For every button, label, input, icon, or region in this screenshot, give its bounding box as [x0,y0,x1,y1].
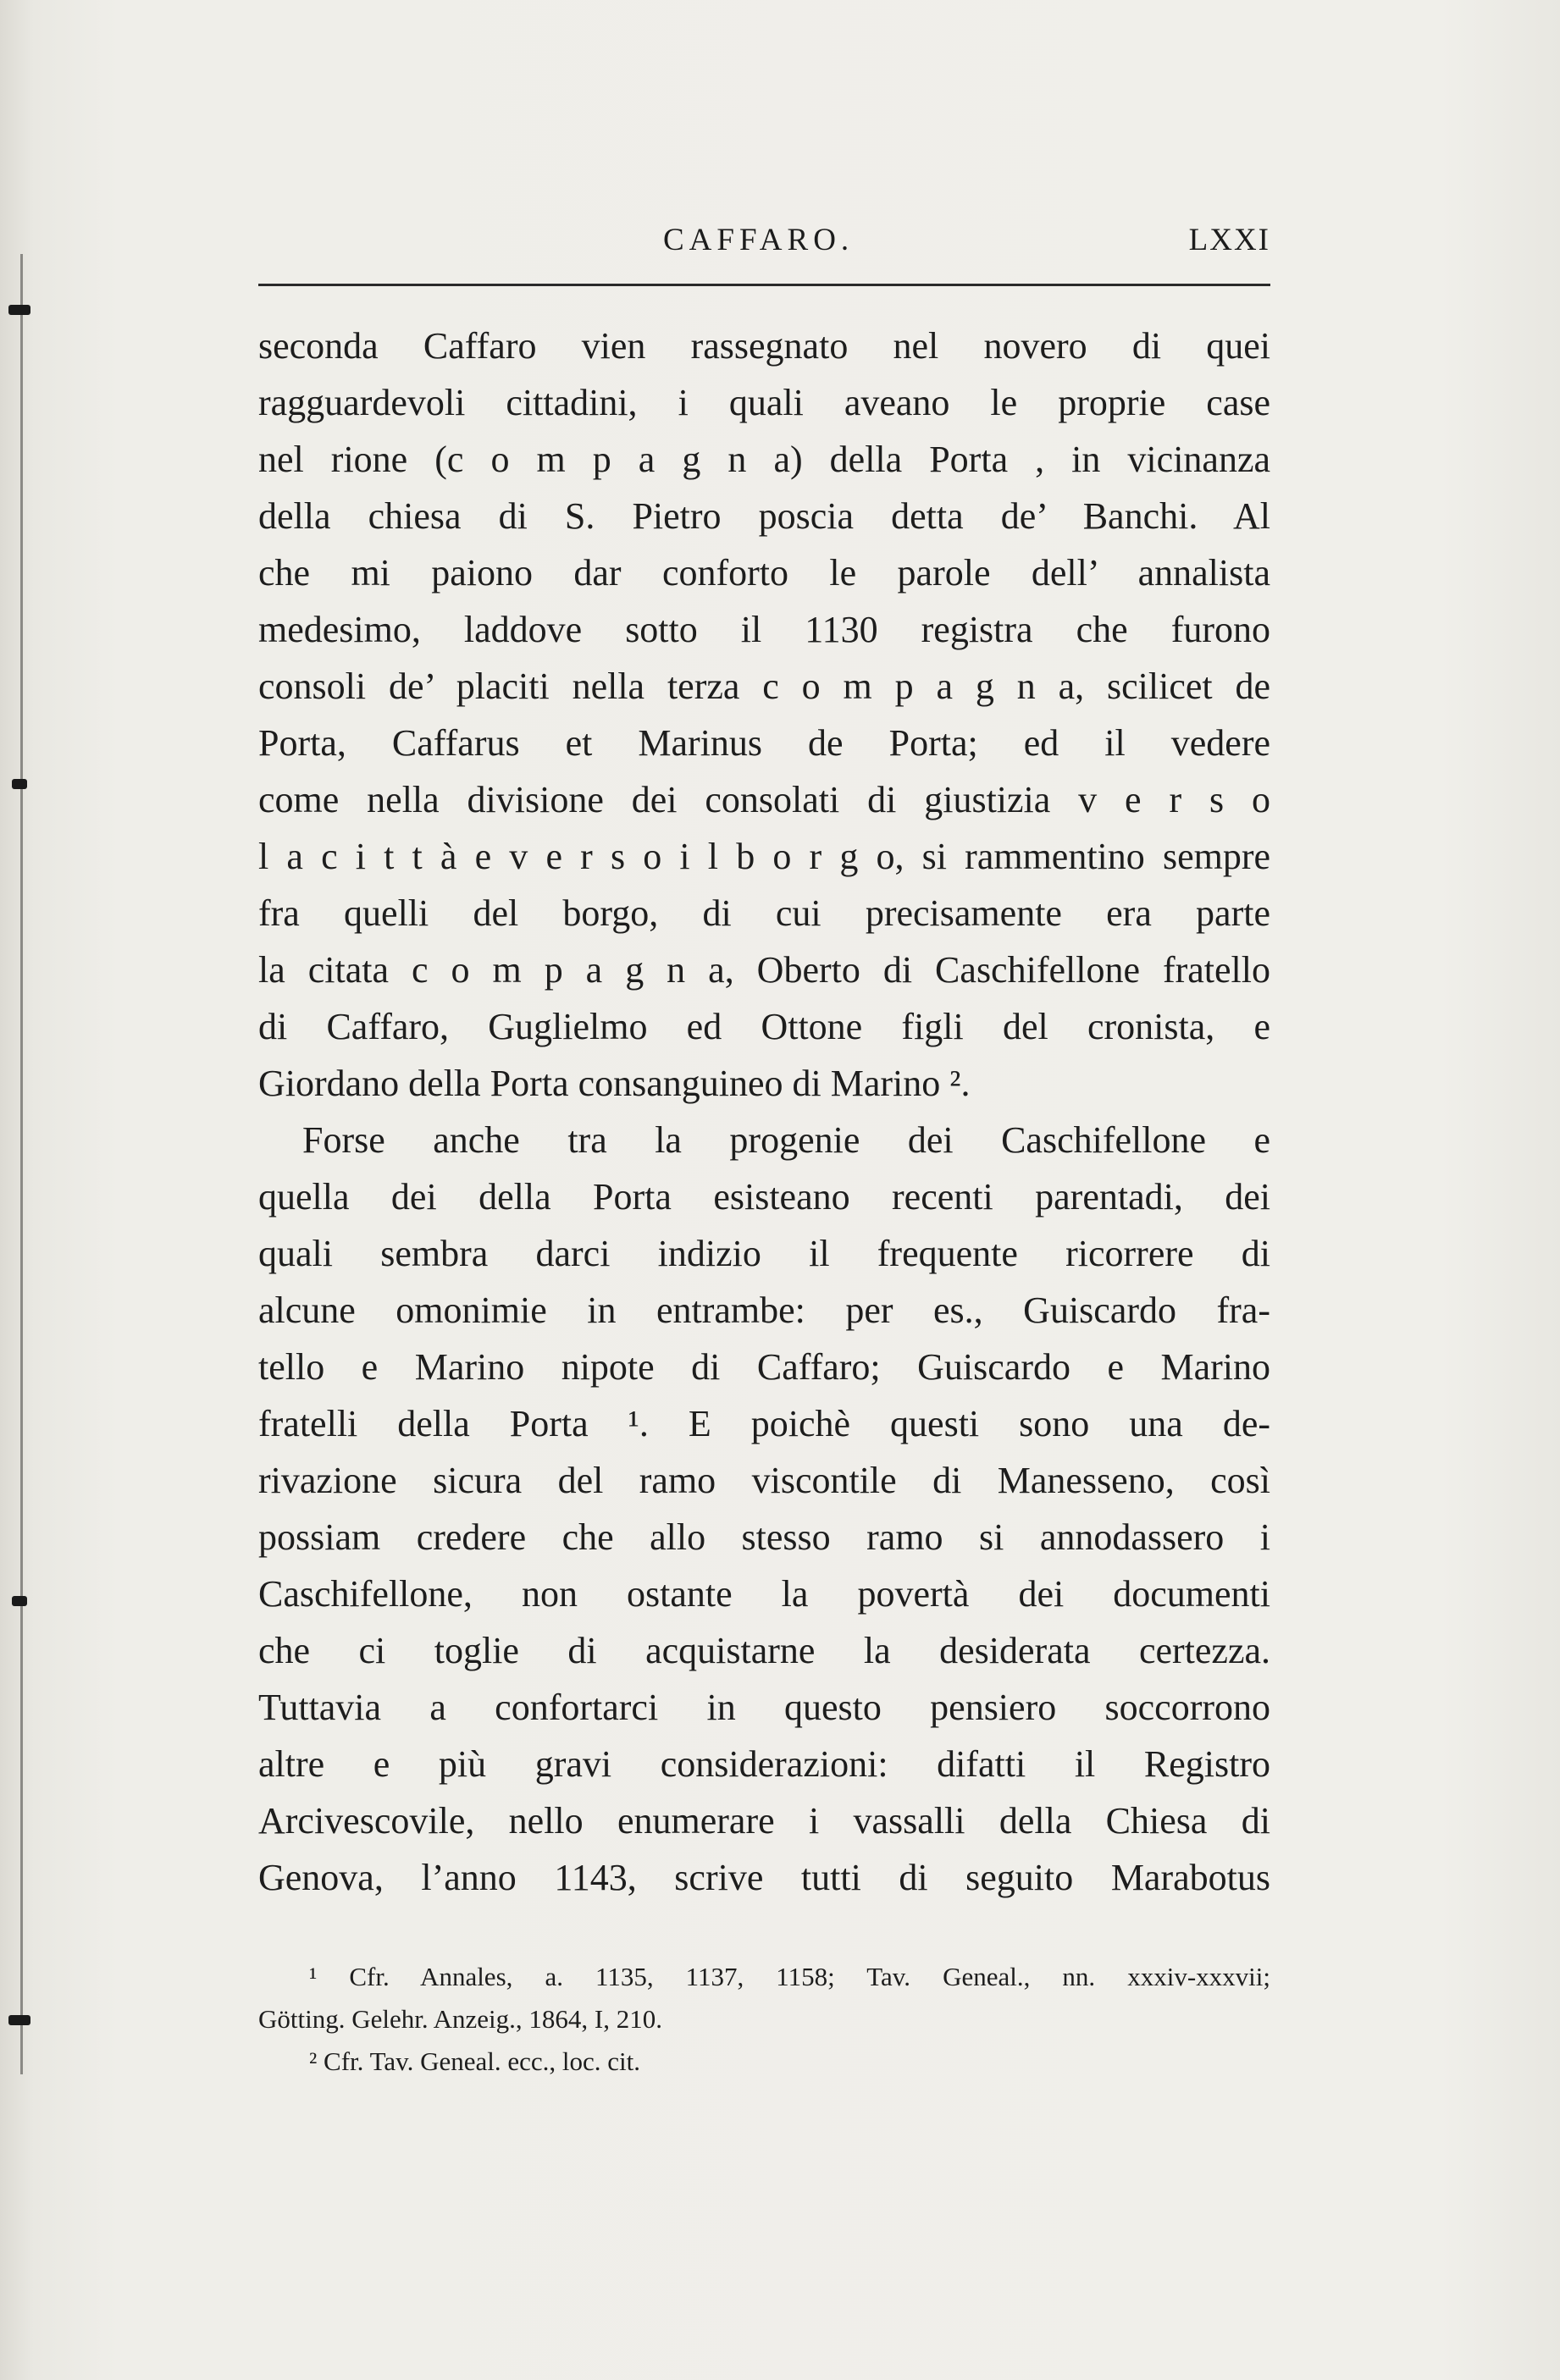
binding-stitch-mark [8,305,30,315]
binding-stitch-mark [8,2015,30,2025]
text-line: Arcivescovile, nello enumerare i vassalli della Chiesa di [258,1800,1270,1842]
page-number: LXXI [1188,223,1270,257]
text-line: Forse anche tra la progenie dei Caschifellone e [302,1119,1270,1161]
text-line: quella dei della Porta esisteano recenti parentadi, dei [258,1176,1270,1218]
text-line: possiam credere che allo stesso ramo si annodassero i [258,1516,1270,1558]
text-line: alcune omonimie in entrambe: per es., Guiscardo fra- [258,1289,1270,1331]
text-line: Giordano della Porta consanguineo di Marino ². [258,1063,971,1104]
text-line: che ci toglie di acquistarne la desiderata certezza. [258,1630,1270,1671]
text-line: fratelli della Porta ¹. E poichè questi sono una de- [258,1403,1270,1444]
text-line: medesimo, laddove sotto il 1130 registra che furono [258,609,1270,650]
text-line: seconda Caffaro vien rassegnato nel novero di quei [258,325,1270,367]
text-line: come nella divisione dei consolati di giustizia v e r s o [258,779,1270,820]
text-line: rivazione sicura del ramo viscontile di Manesseno, così [258,1460,1270,1501]
text-line: Porta, Caffarus et Marinus de Porta; ed il vedere [258,722,1270,764]
text-line: Tuttavia a confortarci in questo pensiero soccorrono [258,1687,1270,1728]
text-line: della chiesa di S. Pietro poscia detta de’ Banchi. Al [258,495,1270,537]
text-line: che mi paiono dar conforto le parole dell’ annalista [258,552,1270,594]
page-header [258,222,1270,281]
footnote-line: Götting. Gelehr. Anzeig., 1864, I, 210. [258,2004,662,2034]
text-line: la citata c o m p a g n a, Oberto di Caschifellone fratello [258,949,1270,991]
text-line: altre e più gravi considerazioni: difatti il Registro [258,1743,1270,1785]
text-line: Genova, l’anno 1143, scrive tutti di seguito Marabotus [258,1857,1270,1898]
text-line: fra quelli del borgo, di cui precisamente era parte [258,892,1270,934]
text-line: di Caffaro, Guglielmo ed Ottone figli del cronista, e [258,1006,1270,1047]
text-line: tello e Marino nipote di Caffaro; Guiscardo e Marino [258,1346,1270,1388]
binding-stitch-mark [12,1596,27,1606]
footnote-line: ² Cfr. Tav. Geneal. ecc., loc. cit. [309,2046,641,2076]
text-line: quali sembra darci indizio il frequente ricorrere di [258,1233,1270,1274]
body-text [258,318,1270,1906]
binding-edge [20,254,23,2074]
binding-stitch-mark [12,779,27,789]
text-line: l a c i t t à e v e r s o i l b o r g o, si rammentino sempre [258,836,1270,877]
text-line: Caschifellone, non ostante la povertà dei documenti [258,1573,1270,1615]
text-line: nel rione (c o m p a g n a) della Porta , in vicinanza [258,439,1270,480]
text-line: ragguardevoli cittadini, i quali aveano le proprie case [258,382,1270,423]
running-title: CAFFARO. [663,223,855,257]
footnote-line: ¹ Cfr. Annales, a. 1135, 1137, 1158; Tav. Geneal., nn. xxxiv-xxxvii; [309,1962,1270,1991]
footnotes [258,1956,1270,2083]
header-rule [258,284,1270,286]
text-line: consoli de’ placiti nella terza c o m p a g n a, scilicet de [258,665,1270,707]
